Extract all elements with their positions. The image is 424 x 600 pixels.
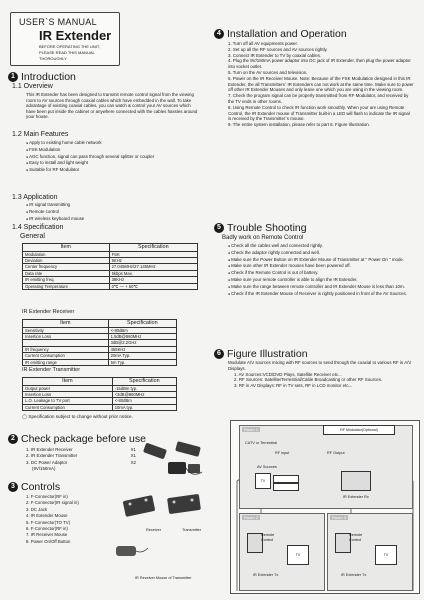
tv-icon: TV: [375, 545, 397, 565]
table-row: Modulation FSK: [23, 251, 198, 257]
av-source-device-icon: [273, 475, 299, 483]
table-row: IR frequency 455KHz: [23, 346, 177, 352]
list-item: 1. Turn off all AV equipments power.: [228, 41, 298, 46]
features-heading: 1.2 Main Features: [12, 131, 69, 138]
list-item: 3. Connect IR Extender to TV by coaxial cables.: [228, 52, 322, 58]
list-item: 7. Check the program signal can be properly transmitted from RF Modulator, and received by the TV ends in other rooms.: [228, 93, 409, 104]
install-heading: 4 Installation and Operation: [214, 28, 347, 40]
list-item: 3. RF in AV Displays: RF in TV sets, RF in LCD monitor etc...: [234, 383, 353, 389]
trouble-heading: 5 Trouble Shooting: [214, 222, 307, 234]
ir-receiver-mouse-label: IR Receiver Mouse of Transmitter: [135, 576, 192, 580]
ir-extender-rx-label: IR Extender Rx: [343, 495, 369, 499]
section-number-badge: 1: [8, 72, 18, 82]
receiver-unit-icon: [123, 495, 156, 517]
package-list: [26, 447, 136, 473]
tv-icon: TV: [255, 473, 271, 489]
transmitter-label: Transmitter: [182, 528, 202, 532]
list-item: ● AGC function, signal can pass through several splitter or coupler: [26, 154, 201, 161]
catv-label: CATV or Terrestrial: [245, 441, 277, 445]
table-row: Deviation 5KHz: [23, 257, 198, 263]
list-item: 1. AV Sources:VCD/DVD Plays, Satellite Receiver etc...: [234, 371, 342, 377]
list-item: 4. Plug the 9V/150mA power adaptor into DC jack of IR Extender, then plug the power adaptor into socket outlet.: [228, 58, 411, 70]
table-row: Center frequency 27.045MHz/27.145MHz: [23, 264, 198, 270]
users-manual-label: USER`S MANUAL: [19, 17, 97, 27]
list-item: ● IR wireless keyboard mouse: [26, 216, 201, 223]
table-row: Insertion Loss <3dB@860MHz: [23, 391, 177, 397]
overview-text: This IR Extender has been designed to transmit remote control signal from the viewing room to AV sources through coaxial cables which have embedded in the wall. To take advantage of existing coaxial cables, you can watch & control your AV sources which have been put inside the cabinet or anywhere connected with the cables hassles around your house.: [26, 92, 198, 120]
rf-output-label: RF Output: [327, 451, 345, 455]
list-item: ● Make sure other IR Extender mouses have been powered off.: [228, 263, 414, 270]
general-spec-table: Item Specification Modulation FSK Deviation 5KHz Center frequency 27.045MHz/27.145MHz Data rate 5kbps Max. IR emitting freq. 38KHz Operating Temperature 0℃ — + 50℃: [22, 243, 198, 290]
list-item: 3. DC Power Adaptor X2: [26, 459, 136, 465]
list-item: (9V/150mA): [32, 466, 56, 472]
ir-extender-tx-label: IR Extender Tx: [341, 573, 367, 577]
list-item: 7. IR Receiver Mouse: [26, 532, 68, 538]
room-1: Room 1: [239, 425, 413, 509]
list-item: ● Make sure the Power Button on IR Extender Mouse of Transmitter at " Power On " mode.: [228, 257, 414, 264]
figure-heading: 6 Figure Illustration: [214, 348, 308, 360]
general-heading: General: [20, 233, 45, 240]
list-item: ● Make sure your remote controller is able to align the IR Extender.: [228, 277, 414, 284]
list-item: 2. F-Connector(IR signal in): [26, 500, 79, 506]
package-heading: 2 Check package before use: [8, 433, 146, 445]
receiver-device-icon: [143, 441, 201, 459]
list-item: ● Apply to existing home cable network: [26, 140, 201, 147]
list-item: ● Check if the IR Extender Mouse of Receiver is rightly positioned in front of the AV Sources.: [228, 291, 414, 298]
section-number-badge: 6: [214, 349, 224, 359]
remote-control-label: Remote Control: [349, 533, 363, 542]
table-row: Data rate 5kbps Max.: [23, 270, 198, 276]
table-row: Output power -15dBm typ.: [23, 385, 177, 391]
application-heading: 1.3 Application: [12, 194, 58, 201]
list-item: ● IR signal transmitting: [26, 202, 201, 209]
figure-intro: Modulate A/V sources mixing with RF sources to send through the coaxial to various RF in A/V Displays. 1. AV Sources:VCD/DVD Plays, Satellite Receiver etc... 2. RF Sources: Satellite/Terrestrial/Cable Broadcasting or other RF Sources. 3. RF in AV Displays: RF in TV sets, RF in LCD monitor etc...: [228, 360, 414, 389]
list-item: 4. IR Extender Mouse: [26, 513, 68, 519]
list-item: ● Easy to install and light weight: [26, 160, 201, 167]
adaptor-icon: [168, 462, 202, 474]
ir-mouse-icon: [116, 546, 148, 556]
rf-modulator-box: RF Modulator(Optional): [323, 425, 395, 435]
receiver-label: Receiver: [146, 528, 161, 532]
figure-diagram: [230, 420, 420, 594]
list-item: ● Check if the Remote Control is out of battery.: [228, 270, 414, 277]
list-item: 1. F-Connector(RF in): [26, 494, 68, 499]
install-steps: [228, 41, 414, 128]
list-item: ● Check the adaptor rightly connected and well.: [228, 250, 414, 257]
controls-illustration: [112, 488, 214, 578]
av-sources-label: AV Sources: [257, 465, 277, 469]
list-item: 3. DC Jack: [26, 506, 48, 512]
table-row: Insertion Loss 1.5dB@860MHz: [23, 333, 177, 339]
rf-modulator-device-icon: [341, 471, 371, 491]
receiver-spec-heading: IR Extender Receiver: [22, 309, 75, 315]
tv-icon: TV: [287, 545, 309, 565]
receiver-spec-table: Item Specification Sensitivity <-90dBm Insertion Loss 1.5dB@860MHz 3dB@2.2GHz IR frequency 455KHz Current Consumption 20mA Typ. IR emitting range 5m Typ.: [22, 319, 177, 366]
transmitter-spec-heading: IR Extender Transmitter: [22, 367, 81, 373]
controls-list: [26, 494, 79, 545]
room-3: Room 3: [327, 513, 413, 591]
list-item: 8. Power On/Off Button: [26, 538, 71, 544]
controls-heading: 3 Controls: [8, 481, 60, 493]
list-item: 6. F-Connector(RF in): [26, 526, 68, 532]
list-item: 2. IR Extender Transmitter X1: [26, 453, 136, 459]
table-row: Current Consumption 20mA Typ.: [23, 353, 177, 359]
ir-extender-tx-label: IR Extender Tx: [253, 573, 279, 577]
list-item: 5. F-Connector(TO TV): [26, 519, 71, 525]
overview-heading: 1.1 Overview: [12, 83, 53, 90]
av-source-device-icon: [273, 483, 299, 491]
list-item: 1. IR Extender Receiver X1: [26, 447, 136, 452]
manual-title-box: [10, 12, 120, 66]
application-list: [26, 202, 201, 222]
trouble-list: [228, 243, 414, 297]
table-row: IR emitting freq. 38KHz: [23, 277, 198, 283]
intro-heading: 1 Introduction: [8, 71, 76, 83]
list-item: 8. Using Remote Control to check IR function work smoothly. When your are using Remote Control, the IR Extender mouse of Transmitter built-in a LED will flash to indicate the IR signal is received by the Transmitter`s mouse.: [228, 104, 410, 122]
table-row: 3dB@2.2GHz: [23, 340, 177, 346]
section-number-badge: 4: [214, 29, 224, 39]
table-row: Current Consumption 10mA typ.: [23, 404, 177, 410]
list-item: ● Check all the cables well and connected rightly.: [228, 243, 414, 250]
table-row: Sensitivity <-90dBm: [23, 327, 177, 333]
list-item: ● Make sure the range between remote controller and IR Extender Mouse is less than 10m.: [228, 284, 414, 291]
read-notice: BEFORE OPERATING THE UNIT, PLEASE READ THIS MANUAL THOROUGHLY: [39, 44, 100, 61]
section-number-badge: 2: [8, 434, 18, 444]
list-item: ● Suitable for RF Modulator: [26, 167, 201, 174]
trouble-subheading: Badly work on Remote Control: [222, 235, 304, 241]
list-item: ● Remote control: [26, 209, 201, 216]
circle-icon: ◯: [22, 414, 29, 419]
product-title: IR Extender: [39, 28, 112, 43]
table-row: L.O. Leakage to TV port <-80dBm: [23, 398, 177, 404]
remote-control-label: Remote Control: [261, 533, 275, 542]
list-item: 6. Power on the IR Receiver Mouse. Note: Because of the FSK Modulation designed in this IR Extender, the all Transmitters` IR Extenders can not work at the same time. Make sure to power off other IR Extender Mouses and only leave one which you are using in the viewing room.: [228, 75, 414, 93]
table-row: Operating Temperature 0℃ — + 50℃: [23, 283, 198, 289]
list-item: 2. RF Sources: Satellite/Terrestrial/Cable Broadcasting or other RF Sources.: [234, 377, 383, 383]
rf-input-label: RF input: [275, 451, 290, 455]
room-2: Room 2: [239, 513, 325, 591]
features-list: [26, 140, 201, 174]
package-devices-illustration: [140, 440, 210, 480]
transmitter-unit-icon: [167, 494, 201, 514]
transmitter-spec-table: Item Specification Output power -15dBm typ. Insertion Loss <3dB@860MHz L.O. Leakage to TV port <-80dBm Current Consumption 10mA typ.: [22, 377, 177, 411]
section-number-badge: 5: [214, 223, 224, 233]
spec-note: ◯ Specification subject to change without prior notice.: [22, 414, 133, 419]
list-item: 9. The entire system installation, please refer to part 6. Figure Illustration.: [228, 122, 370, 128]
list-item: 5. Turn on the AV sources and television.: [228, 69, 308, 75]
table-row: IR emitting range 5m Typ.: [23, 359, 177, 365]
list-item: ● FSK Modulation: [26, 147, 201, 154]
list-item: 2. Set up all the RF sources and AV sources rightly.: [228, 46, 328, 52]
section-number-badge: 3: [8, 482, 18, 492]
spec-heading: 1.4 Specification: [12, 224, 64, 231]
